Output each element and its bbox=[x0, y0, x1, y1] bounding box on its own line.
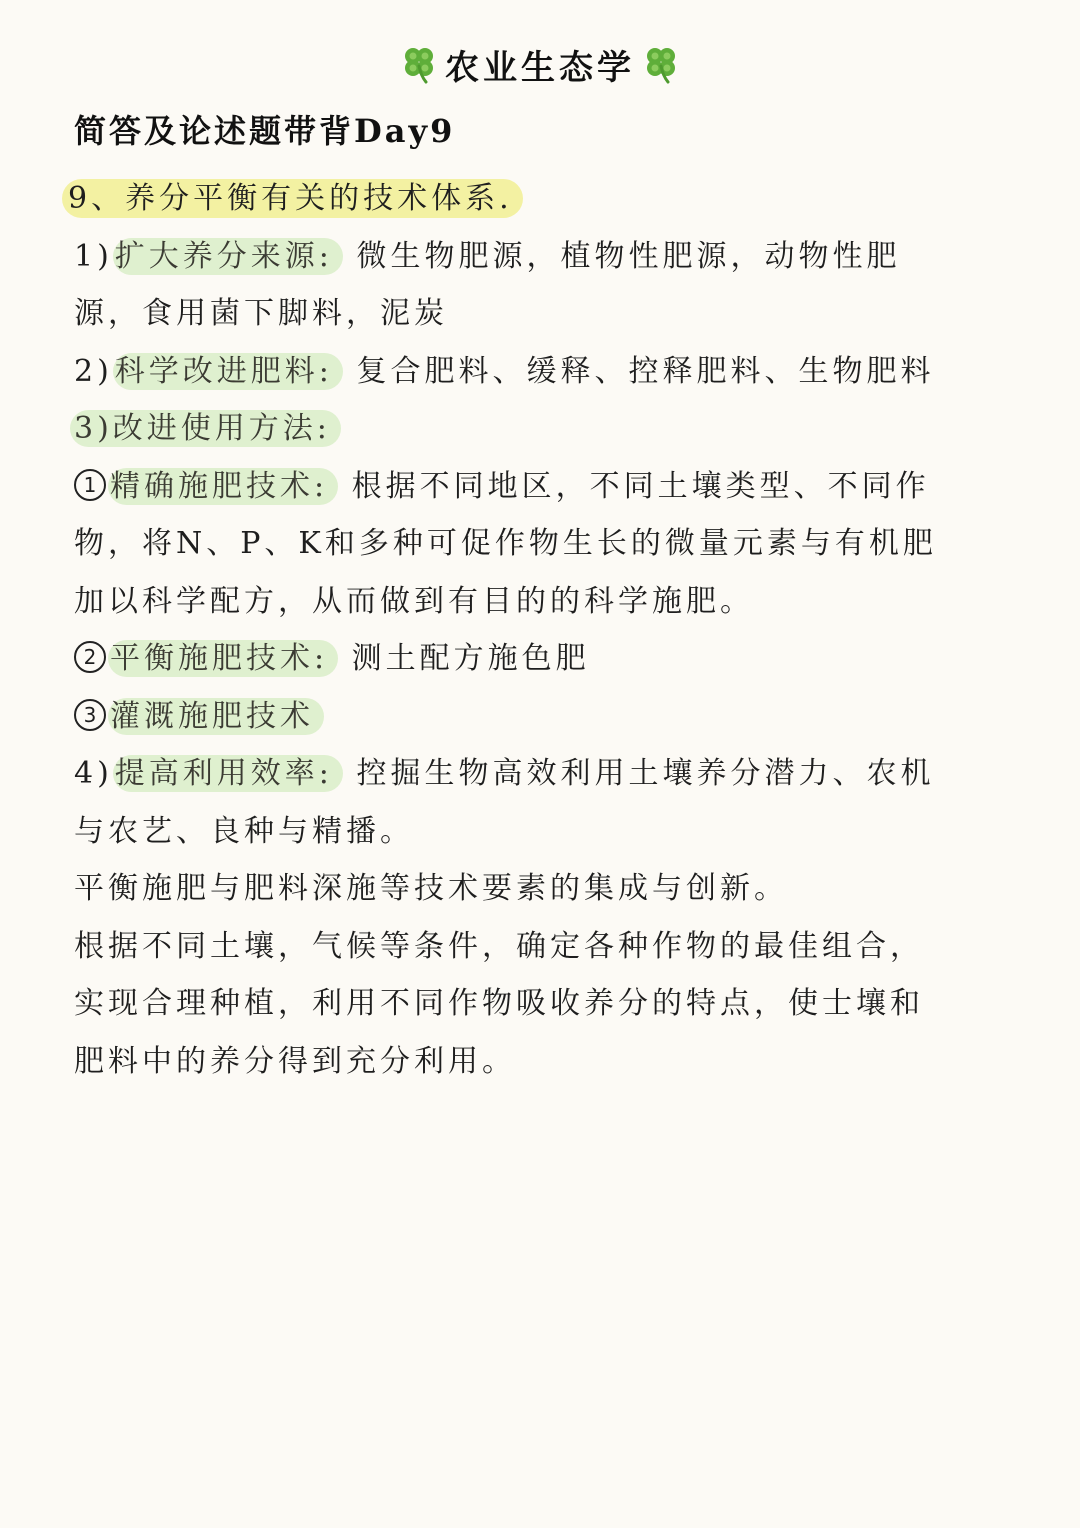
question-line bbox=[68, 170, 1034, 228]
clover-icon bbox=[641, 44, 681, 84]
method-label: 灌溉施肥技术 bbox=[108, 698, 324, 735]
item-text: 控掘生物高效利用土壤养分潜力、农机 bbox=[356, 756, 935, 791]
item-label: 改进使用方法: bbox=[112, 411, 331, 446]
method-1-line bbox=[74, 458, 1034, 516]
method-3-line bbox=[74, 688, 1034, 746]
paragraph-line: 根据不同土壤，气候等条件，确定各种作物的最佳组合， bbox=[74, 928, 924, 964]
item-1-line bbox=[74, 228, 1034, 286]
circled-number: 2 bbox=[74, 641, 106, 673]
method-text: 物，将N、P、K和多种可促作物生长的微量元素与有机肥 bbox=[74, 526, 937, 561]
item-text: 复合肥料、缓释、控释肥料、生物肥料 bbox=[356, 353, 935, 389]
item-text: 源，食用菌下脚料，泥炭 bbox=[74, 296, 448, 331]
item-number: 4) bbox=[74, 756, 113, 791]
method-label: 精确施肥技术: bbox=[108, 468, 338, 505]
method-2-line bbox=[74, 630, 1034, 688]
item-label-group bbox=[70, 410, 341, 447]
item-label: 提高利用效率: bbox=[113, 755, 343, 792]
method-1-line-3 bbox=[74, 573, 1034, 631]
paragraph-line: 实现合理种植，利用不同作物吸收养分的特点，使士壤和 bbox=[74, 986, 924, 1021]
item-number: 1) bbox=[74, 238, 113, 274]
question-text: 9、养分平衡有关的技术体系. bbox=[62, 179, 523, 218]
title-row bbox=[0, 36, 1080, 92]
circled-number: 3 bbox=[74, 699, 106, 731]
item-label: 扩大养分来源: bbox=[113, 238, 343, 275]
item-number: 3) bbox=[74, 411, 113, 446]
clover-icon bbox=[399, 44, 439, 84]
item-4-line bbox=[74, 745, 1034, 803]
item-text: 微生物肥源，植物性肥源，动物性肥 bbox=[356, 238, 901, 274]
method-text: 根据不同地区，不同土壤类型、不同作 bbox=[351, 468, 930, 504]
item-label: 科学改进肥料: bbox=[113, 353, 343, 390]
item-number: 2) bbox=[74, 353, 113, 389]
item-1-line-2 bbox=[74, 285, 1034, 343]
item-4-line-2 bbox=[74, 803, 1034, 861]
paragraph-line: 平衡施肥与肥料深施等技术要素的集成与创新。 bbox=[74, 871, 788, 906]
subtitle: 简答及论述题带背Day9 bbox=[74, 112, 456, 150]
method-text: 测土配方施色肥 bbox=[351, 641, 590, 676]
note-content bbox=[68, 170, 1034, 1090]
circled-number: 1 bbox=[74, 469, 106, 501]
item-text: 与农艺、良种与精播。 bbox=[74, 813, 414, 849]
paragraph-line: 肥料中的养分得到充分利用。 bbox=[74, 1043, 516, 1079]
method-label: 平衡施肥技术: bbox=[108, 640, 338, 677]
method-1-line-2 bbox=[74, 515, 1034, 573]
item-2-line bbox=[74, 343, 1034, 401]
method-text: 加以科学配方，从而做到有目的的科学施肥。 bbox=[74, 583, 754, 619]
item-3-line bbox=[74, 400, 1034, 458]
page-title: 农业生态学 bbox=[445, 47, 635, 88]
